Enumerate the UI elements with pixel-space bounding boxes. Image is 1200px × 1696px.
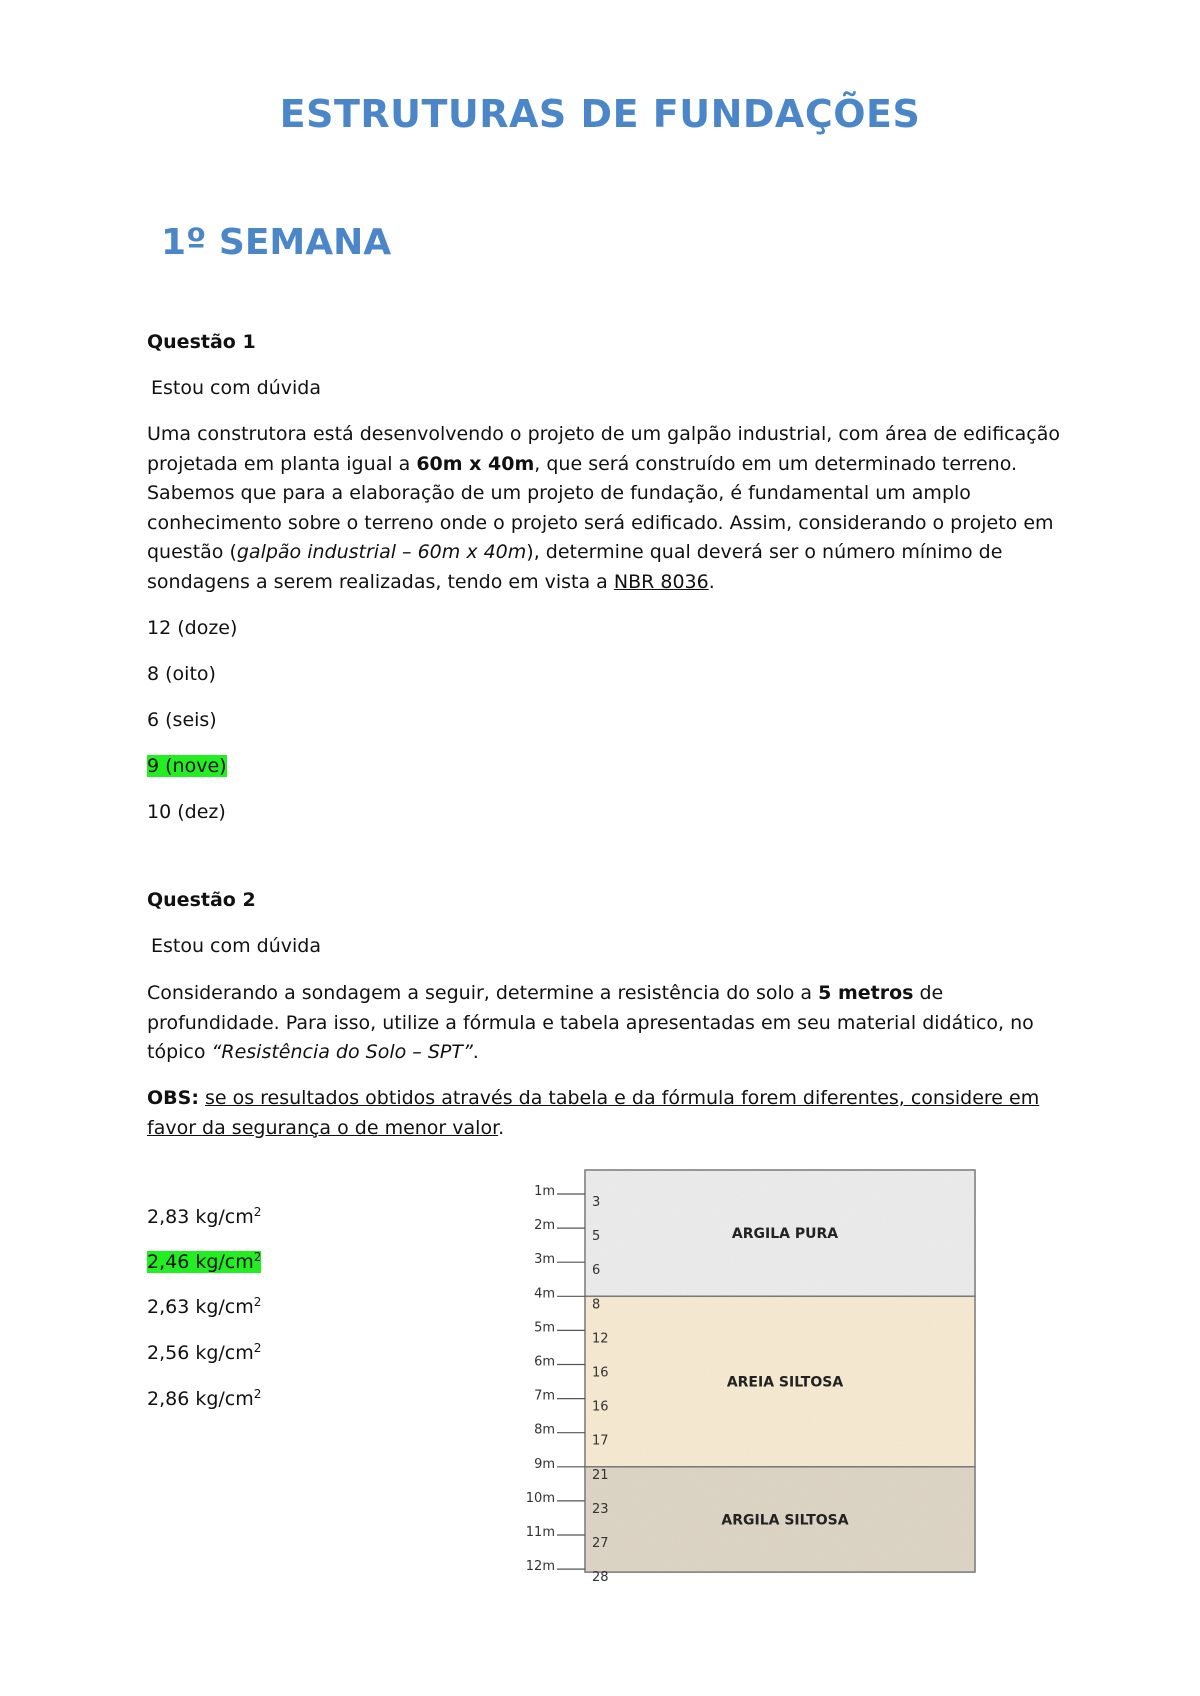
depth-ticks — [526, 1184, 585, 1574]
question-2-option-1[interactable]: 2,83 $kg/cm^2$ — [147, 1205, 262, 1228]
spt-value: 8 — [592, 1297, 601, 1313]
question-2-option-3[interactable]: 2,63 $kg/cm^2$ — [147, 1295, 262, 1318]
question-2-text: Considerando a sondagem a seguir, determine a resistência do solo a 5 metros de profundidade. Para isso, utilize a fórmula e tabela apresentadas em seu material didático, no tópico “Resistência do Solo – SPT”. — [147, 982, 1034, 1063]
depth-label: 11m — [525, 1525, 555, 1540]
question-2-option-2[interactable]: 2,46 $kg/cm^2$ — [147, 1250, 262, 1273]
question-1-text: Uma construtora está desenvolvendo o projeto de um galpão industrial, com área de edificação projetada em planta igual a 60m x 40m, que será construído em um determinado terreno. Sabemos que para a elaboração de um projeto de fundação, é fundamental um amplo conhecimento sobre o terreno onde o projeto será edificado. Assim, considerando o projeto em questão (galpão industrial – 60m x 40m), determine qual deverá ser o número mínimo de sondagens a serem realizadas, tendo em vista a NBR 8036. — [147, 423, 1060, 593]
depth-label: 5m — [534, 1320, 555, 1336]
week-heading: 1º SEMANA — [161, 222, 392, 263]
spt-value: 3 — [592, 1195, 601, 1210]
question-1-heading: Questão 1 — [147, 331, 256, 353]
question-1-option-5[interactable]: 10 (dez) — [147, 801, 226, 823]
spt-value: 6 — [592, 1263, 601, 1279]
page-title: ESTRUTURAS DE FUNDAÇÕES — [279, 92, 921, 136]
spt-value: 28 — [592, 1570, 609, 1586]
depth-label: 6m — [534, 1354, 555, 1370]
depth-label: 8m — [534, 1422, 555, 1438]
depth-label: 1m — [534, 1184, 555, 1199]
spt-value: 23 — [592, 1501, 609, 1517]
depth-label: 3m — [534, 1252, 555, 1268]
spt-value: 21 — [592, 1467, 609, 1483]
soil-layer-label: ARGILA PURA — [731, 1226, 839, 1243]
soil-layer-label: ARGILA SILTOSA — [721, 1512, 849, 1529]
question-1-doubt-link[interactable]: Estou com dúvida — [151, 377, 322, 399]
soil-profile-chart — [515, 1160, 995, 1610]
question-1-option-2[interactable]: 8 (oito) — [147, 663, 216, 685]
soil-layer-label: AREIA SILTOSA — [726, 1374, 844, 1391]
depth-label: 12m — [525, 1559, 555, 1575]
question-1-option-1[interactable]: 12 (doze) — [147, 617, 238, 639]
question-1-option-4[interactable]: 9 (nove) — [147, 755, 227, 777]
spt-value: 17 — [592, 1433, 609, 1449]
soil-layers — [585, 1170, 975, 1572]
question-2-option-4[interactable]: 2,56 $kg/cm^2$ — [147, 1341, 262, 1364]
spt-value: 16 — [592, 1399, 609, 1415]
spt-value: 12 — [592, 1331, 609, 1347]
spt-value: 5 — [592, 1229, 601, 1245]
depth-label: 2m — [534, 1218, 555, 1234]
question-1-option-3[interactable]: 6 (seis) — [147, 709, 217, 731]
depth-label: 7m — [534, 1388, 555, 1404]
question-2-doubt-link[interactable]: Estou com dúvida — [151, 935, 322, 957]
spt-value: 27 — [592, 1536, 609, 1551]
question-2-option-5[interactable]: 2,86 $kg/cm^2$ — [147, 1387, 262, 1410]
depth-label: 4m — [534, 1286, 555, 1302]
depth-label: 9m — [534, 1456, 555, 1472]
spt-value: 16 — [592, 1365, 609, 1381]
depth-label: 10m — [525, 1490, 555, 1506]
question-2-heading: Questão 2 — [147, 889, 256, 911]
question-2-obs: OBS: se os resultados obtidos através da tabela e da fórmula forem diferentes, considere em favor da segurança o de menor valor. — [147, 1087, 1040, 1139]
